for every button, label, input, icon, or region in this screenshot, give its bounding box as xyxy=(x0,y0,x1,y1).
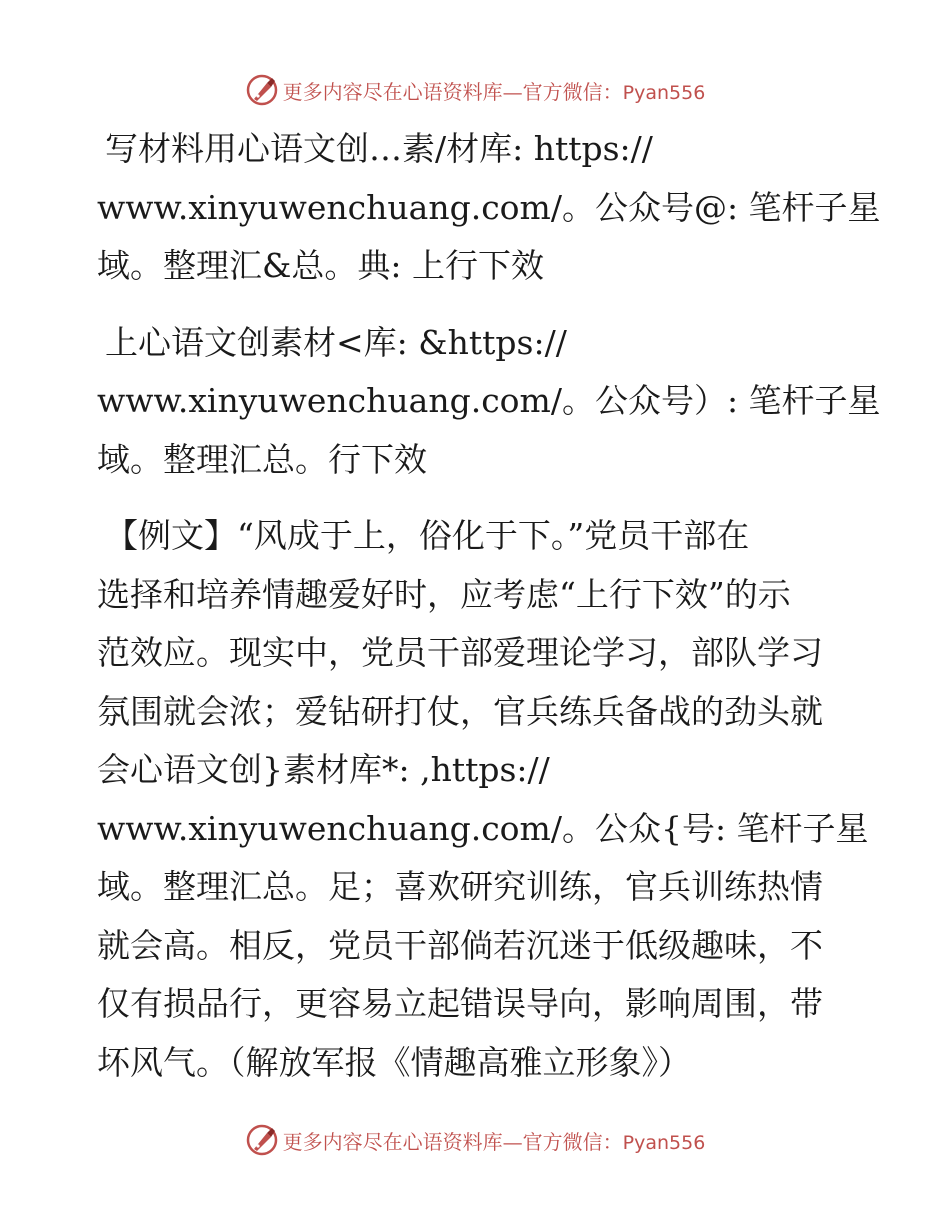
footer-banner xyxy=(0,1120,950,1160)
paragraph-2 xyxy=(97,314,881,490)
paragraph-3-example xyxy=(97,507,869,1092)
pen-nib-logo-icon xyxy=(245,73,279,107)
text-line: 域。整理汇总。足；喜欢研究训练，官兵训练热情 xyxy=(97,867,823,906)
wechat-id: Pyan556 xyxy=(622,1131,706,1154)
pen-nib-logo-icon xyxy=(245,1123,279,1157)
text-line: 【例文】“风成于上，俗化于下。”党员干部在 xyxy=(105,516,750,555)
banner-text xyxy=(283,1126,706,1155)
text-line: 坏风气。（解放军报《情趣高雅立形象》） xyxy=(97,1042,691,1082)
text-line: 就会高。相反，党员干部倘若沉迷于低级趣味，不 xyxy=(97,925,823,965)
header-banner xyxy=(0,70,950,110)
text-line: 写材料用心语文创…素/材库: https:// xyxy=(105,129,653,168)
text-line: 上心语文创素材<库: &https:// xyxy=(105,322,567,362)
wechat-id: Pyan556 xyxy=(622,81,706,104)
text-line: 会心语文创}素材库*: ,https:// xyxy=(97,750,550,789)
banner-caption: 更多内容尽在心语资料库—官方微信： xyxy=(282,79,623,104)
text-line: 仅有损品行，更容易立起错误导向，影响周围，带 xyxy=(97,984,823,1023)
text-line: www.xinyuwenchuang.com/。公众号）: 笔杆子星 xyxy=(97,381,881,420)
text-line: 氛围就会浓；爱钻研打仗，官兵练兵备战的劲头就 xyxy=(97,691,823,731)
document-body xyxy=(97,120,881,1110)
text-line: www.xinyuwenchuang.com/。公众号@: 笔杆子星 xyxy=(97,187,881,227)
text-line: 域。整理汇&总。典: 上行下效 xyxy=(97,246,544,285)
paragraph-1 xyxy=(97,120,881,296)
text-line: 域。整理汇总。行下效 xyxy=(97,439,427,479)
text-line: 范效应。现实中，党员干部爱理论学习，部队学习 xyxy=(97,633,823,672)
banner-caption: 更多内容尽在心语资料库—官方微信： xyxy=(282,1129,623,1154)
text-line: www.xinyuwenchuang.com/。公众{号: 笔杆子星 xyxy=(97,808,869,848)
text-line: 选择和培养情趣爱好时，应考虑“上行下效”的示 xyxy=(97,574,791,614)
banner-text xyxy=(283,76,706,105)
